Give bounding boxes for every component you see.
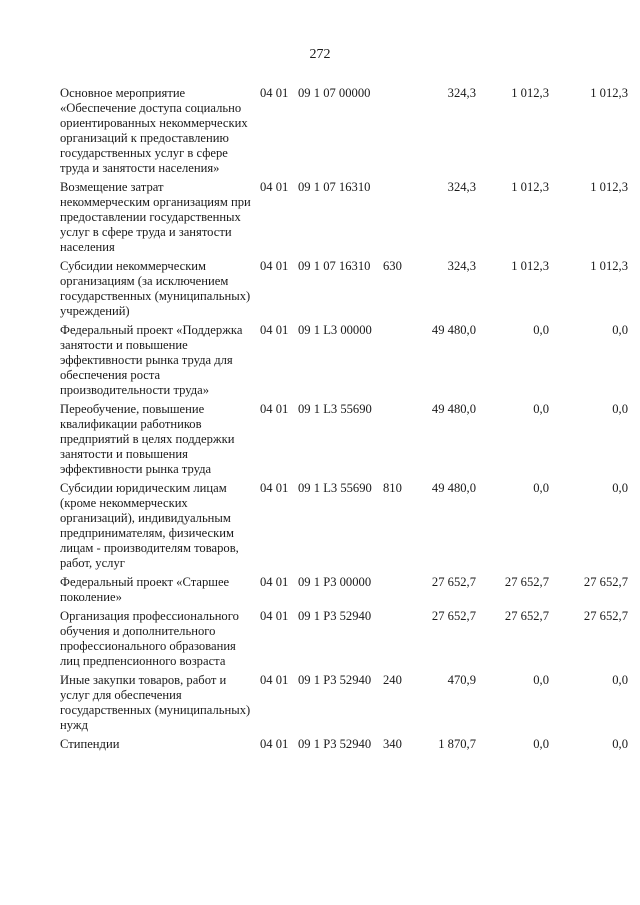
amount-year-3: 0,0 [612,673,628,687]
target-article-code: 09 1 L3 55690 [298,481,372,495]
table-row [60,481,628,571]
section-code: 04 01 [260,86,289,100]
target-article-code: 09 1 L3 55690 [298,402,372,416]
amount-year-2: 1 012,3 [511,86,549,100]
page-number: 272 [309,47,331,62]
table-row [60,323,628,398]
table-row [60,402,628,477]
row-name: Федеральный проект «Поддержка занятости и повышение эффективности рынка труда для обеспечения роста производительности труда» [60,323,243,397]
target-article-code: 09 1 P3 52940 [298,609,372,623]
row-name: Основное мероприятие «Обеспечение доступа социально ориентированных некоммерческих организаций к предоставлению государственных услуг в сфере труда и занятости населения» [60,86,248,175]
amount-year-2: 1 012,3 [511,180,549,194]
table-row [60,575,628,605]
section-code: 04 01 [260,180,289,194]
amount-year-2: 0,0 [533,481,549,495]
target-article-code: 09 1 P3 52940 [298,737,372,751]
amount-year-1: 49 480,0 [431,481,476,495]
budget-table [60,86,628,756]
amount-year-3: 1 012,3 [590,86,628,100]
section-code: 04 01 [260,737,289,751]
row-name: Субсидии юридическим лицам (кроме некоммерческих организаций), индивидуальным предпринимателям, физическим лицам - производителям товаров, работ, услуг [60,481,239,570]
expense-type-code: 340 [383,737,402,751]
table-row [60,86,628,176]
expense-type-code: 630 [383,259,402,273]
section-code: 04 01 [260,402,289,416]
target-article-code: 09 1 07 16310 [298,180,371,194]
amount-year-1: 27 652,7 [431,609,476,623]
table-row [60,180,628,255]
amount-year-1: 49 480,0 [431,402,476,416]
amount-year-2: 0,0 [533,673,549,687]
amount-year-1: 1 870,7 [438,737,476,751]
row-name: Переобучение, повышение квалификации работников предприятий в целях поддержки занятости и повышения эффективности рынка труда [60,402,235,476]
amount-year-3: 27 652,7 [583,575,628,589]
amount-year-1: 470,9 [447,673,476,687]
amount-year-2: 0,0 [533,402,549,416]
amount-year-1: 49 480,0 [431,323,476,337]
amount-year-3: 0,0 [612,323,628,337]
amount-year-3: 1 012,3 [590,259,628,273]
row-name: Стипендии [60,737,120,751]
expense-type-code: 810 [383,481,402,495]
amount-year-2: 27 652,7 [504,609,549,623]
target-article-code: 09 1 07 00000 [298,86,371,100]
amount-year-2: 0,0 [533,323,549,337]
row-name: Возмещение затрат некоммерческим организациям при предоставлении государственных услуг в сфере труда и занятости населения [60,180,251,254]
target-article-code: 09 1 P3 00000 [298,575,372,589]
table-row [60,609,628,669]
section-code: 04 01 [260,609,289,623]
expense-type-code: 240 [383,673,402,687]
amount-year-1: 324,3 [447,180,476,194]
amount-year-3: 0,0 [612,737,628,751]
target-article-code: 09 1 L3 00000 [298,323,372,337]
row-name: Федеральный проект «Старшее поколение» [60,575,230,604]
section-code: 04 01 [260,481,289,495]
amount-year-1: 324,3 [447,86,476,100]
amount-year-1: 27 652,7 [431,575,476,589]
amount-year-2: 27 652,7 [504,575,549,589]
amount-year-1: 324,3 [447,259,476,273]
row-name: Субсидии некоммерческим организациям (за исключением государственных (муниципальных) учреждений) [60,259,251,318]
row-name: Иные закупки товаров, работ и услуг для обеспечения государственных (муниципальных) нужд [60,673,251,732]
amount-year-2: 1 012,3 [511,259,549,273]
row-name: Организация профессионального обучения и дополнительного профессионального образования лиц предпенсионного возраста [60,609,239,668]
section-code: 04 01 [260,323,289,337]
target-article-code: 09 1 P3 52940 [298,673,372,687]
table-row [60,737,628,752]
amount-year-2: 0,0 [533,737,549,751]
section-code: 04 01 [260,673,289,687]
amount-year-3: 27 652,7 [583,609,628,623]
amount-year-3: 0,0 [612,402,628,416]
amount-year-3: 0,0 [612,481,628,495]
target-article-code: 09 1 07 16310 [298,259,371,273]
section-code: 04 01 [260,259,289,273]
section-code: 04 01 [260,575,289,589]
table-row [60,259,628,319]
amount-year-3: 1 012,3 [590,180,628,194]
table-row [60,673,628,733]
